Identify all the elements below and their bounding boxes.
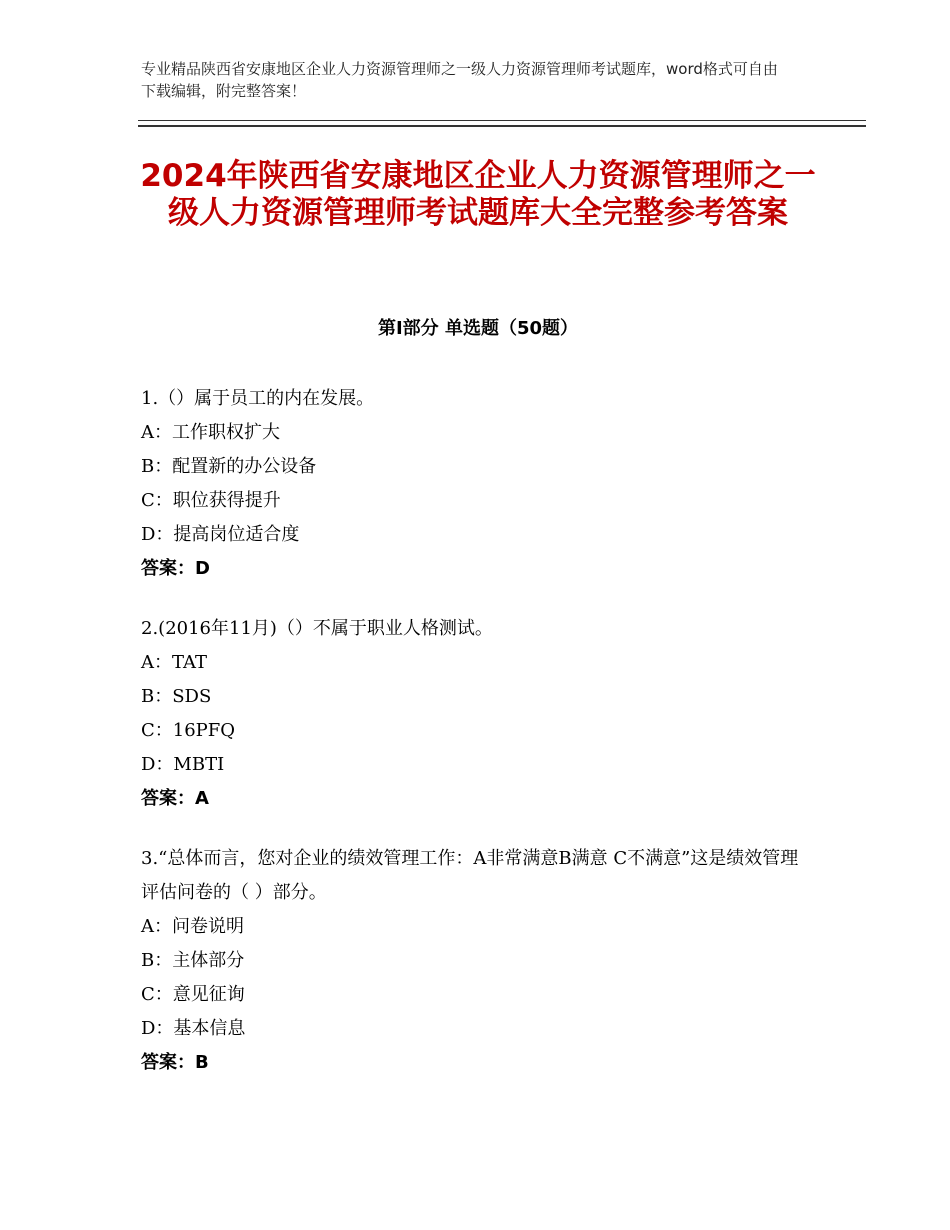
option-d: D：提高岗位适合度: [141, 524, 300, 545]
section-title: 第Ⅰ部分 单选题（50题）: [377, 318, 578, 339]
option-b: B：主体部分: [141, 950, 245, 971]
header-divider: [138, 120, 866, 127]
option-c: C：16PFQ: [141, 720, 236, 741]
header-note: 专业精品陕西省安康地区企业人力资源管理师之一级人力资源管理师考试题库，word格式可自由下载编辑，附完整答案！: [141, 60, 778, 100]
option-b: B：SDS: [141, 686, 212, 707]
question-2: [141, 612, 811, 816]
option-a: A：TAT: [141, 652, 208, 673]
answer-line: 答案：D: [141, 558, 210, 579]
question-stem: 2.(2016年11月)（）不属于职业人格测试。: [141, 618, 493, 639]
option-a: A：问卷说明: [141, 916, 244, 937]
question-list: [141, 382, 811, 1106]
question-stem: 3.“总体而言，您对企业的绩效管理工作：A非常满意B满意 C不满意”这是绩效管理评估问卷的（ ）部分。: [141, 848, 799, 903]
option-c: C：职位获得提升: [141, 490, 281, 511]
option-a: A：工作职权扩大: [141, 422, 280, 443]
option-d: D：基本信息: [141, 1018, 246, 1039]
option-b: B：配置新的办公设备: [141, 456, 317, 477]
answer-line: 答案：B: [141, 1052, 209, 1073]
question-stem: 1.（）属于员工的内在发展。: [141, 388, 375, 409]
option-d: D：MBTI: [141, 754, 225, 775]
question-1: [141, 382, 811, 586]
answer-line: 答案：A: [141, 788, 209, 809]
document-title: 2024年陕西省安康地区企业人力资源管理师之一级人力资源管理师考试题库大全完整参考答案: [140, 158, 816, 231]
option-c: C：意见征询: [141, 984, 245, 1005]
question-3: [141, 842, 811, 1080]
